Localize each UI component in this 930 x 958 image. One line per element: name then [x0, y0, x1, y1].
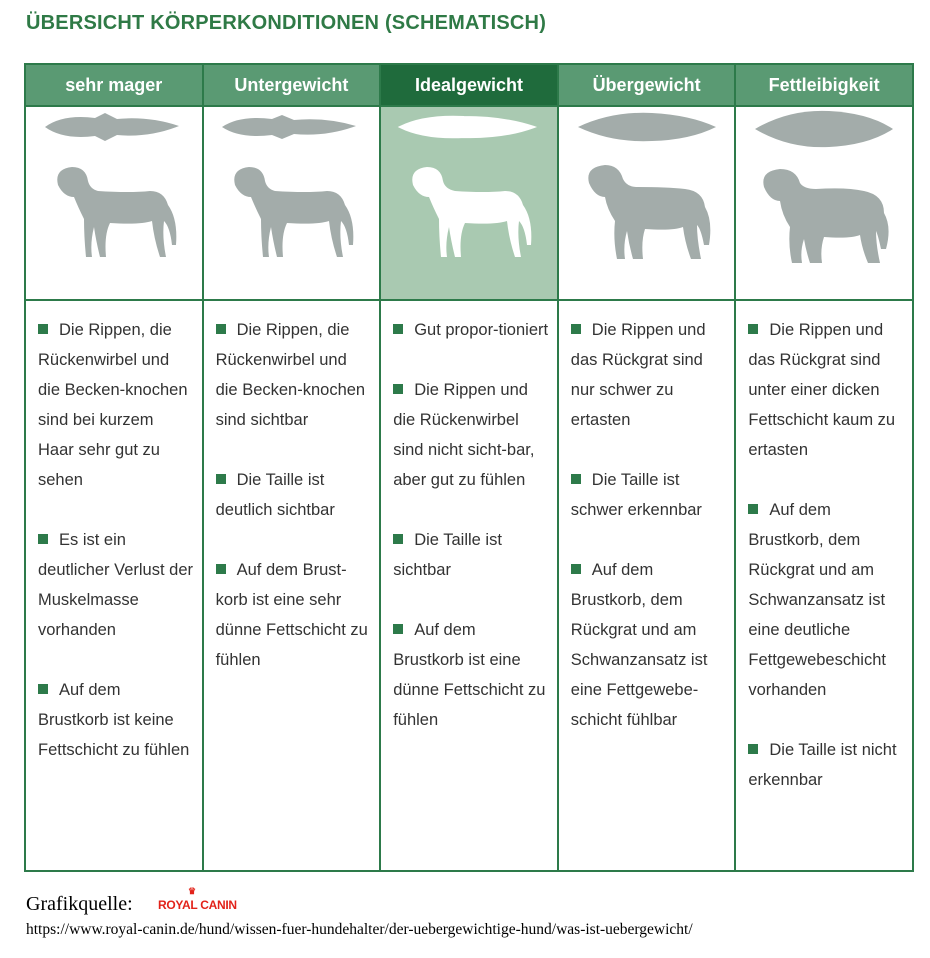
description-list	[381, 301, 557, 870]
column-header: Fettleibigkeit	[736, 65, 912, 107]
body-condition-table	[24, 63, 914, 872]
square-bullet-icon	[748, 744, 758, 754]
list-item: Die Rippen und das Rückgrat sind unter einer dicken Fettschicht kaum zu ertasten	[748, 321, 896, 459]
illustration-cell	[26, 107, 202, 301]
dog-silhouette-icon	[44, 147, 184, 267]
list-item: Die Rippen und das Rückgrat sind nur schwer zu ertasten	[570, 321, 706, 429]
body-cross-section-icon	[216, 107, 366, 147]
description-list	[204, 301, 380, 870]
square-bullet-icon	[216, 564, 226, 574]
column-untergewicht	[204, 65, 382, 870]
square-bullet-icon	[748, 504, 758, 514]
column-header: sehr mager	[26, 65, 202, 107]
column-sehr-mager	[26, 65, 204, 870]
square-bullet-icon	[38, 324, 48, 334]
list-item: Auf dem Brustkorb ist keine Fettschicht zu fühlen	[38, 681, 190, 759]
description-list	[26, 301, 202, 870]
column-header: Übergewicht	[559, 65, 735, 107]
description-list	[559, 301, 735, 870]
square-bullet-icon	[393, 384, 403, 394]
square-bullet-icon	[393, 534, 403, 544]
list-item: Die Rippen und die Rückenwirbel sind nicht sicht-bar, aber gut zu fühlen	[393, 381, 535, 489]
page-title: ÜBERSICHT KÖRPERKONDITIONEN (SCHEMATISCH)	[26, 12, 547, 34]
crown-icon: ♛	[188, 886, 196, 896]
square-bullet-icon	[571, 564, 581, 574]
description-list	[736, 301, 912, 870]
list-item: Auf dem Brust-korb ist eine sehr dünne Fettschicht zu fühlen	[215, 561, 368, 669]
source-url-link[interactable]: https://www.royal-canin.de/hund/wissen-fuer-hundehalter/der-uebergewichtige-hund/was-ist-uebergewicht/	[26, 921, 693, 938]
square-bullet-icon	[748, 324, 758, 334]
body-cross-section-icon	[39, 107, 189, 147]
body-cross-section-icon	[394, 107, 544, 147]
square-bullet-icon	[216, 474, 226, 484]
column-idealgewicht	[381, 65, 559, 870]
list-item: Die Taille ist sichtbar	[393, 531, 502, 579]
square-bullet-icon	[571, 324, 581, 334]
column-uebergewicht	[559, 65, 737, 870]
body-cross-section-icon	[572, 107, 722, 147]
list-item: Es ist ein deutlicher Verlust der Muskelmasse vorhanden	[38, 531, 194, 639]
list-item: Gut propor-tioniert	[393, 315, 549, 345]
dog-silhouette-icon	[754, 151, 894, 271]
list-item: Die Taille ist nicht erkennbar	[748, 741, 897, 789]
list-item: Die Rippen, die Rückenwirbel und die Becken-knochen sind sichtbar	[215, 321, 366, 429]
illustration-cell	[204, 107, 380, 301]
column-header: Untergewicht	[204, 65, 380, 107]
dog-silhouette-icon	[399, 147, 539, 267]
illustration-cell	[736, 107, 912, 301]
list-item: Auf dem Brustkorb ist eine dünne Fettschicht zu fühlen	[393, 621, 546, 729]
square-bullet-icon	[571, 474, 581, 484]
source-credit: Grafikquelle:	[26, 893, 133, 915]
illustration-cell	[381, 107, 557, 301]
square-bullet-icon	[216, 324, 226, 334]
square-bullet-icon	[38, 684, 48, 694]
square-bullet-icon	[393, 624, 403, 634]
list-item: Die Rippen, die Rückenwirbel und die Becken-knochen sind bei kurzem Haar sehr gut zu sehen	[38, 321, 188, 489]
list-item: Die Taille ist deutlich sichtbar	[215, 471, 335, 519]
square-bullet-icon	[393, 324, 403, 334]
column-fettleibigkeit	[736, 65, 912, 870]
list-item: Auf dem Brustkorb, dem Rückgrat und am Schwanzansatz ist eine Fettgewebe-schicht fühlbar	[570, 561, 708, 729]
list-item: Die Taille ist schwer erkennbar	[570, 471, 702, 519]
dog-silhouette-icon	[221, 147, 361, 267]
dog-silhouette-icon	[577, 147, 717, 267]
column-header: Idealgewicht	[381, 65, 557, 107]
royal-canin-logo: ♛ ROYAL CANIN	[158, 886, 237, 912]
illustration-cell	[559, 107, 735, 301]
body-cross-section-icon	[749, 107, 899, 151]
square-bullet-icon	[38, 534, 48, 544]
list-item: Auf dem Brustkorb, dem Rückgrat und am Schwanzansatz ist eine deutliche Fettgewebeschicht vorhanden	[748, 501, 886, 699]
